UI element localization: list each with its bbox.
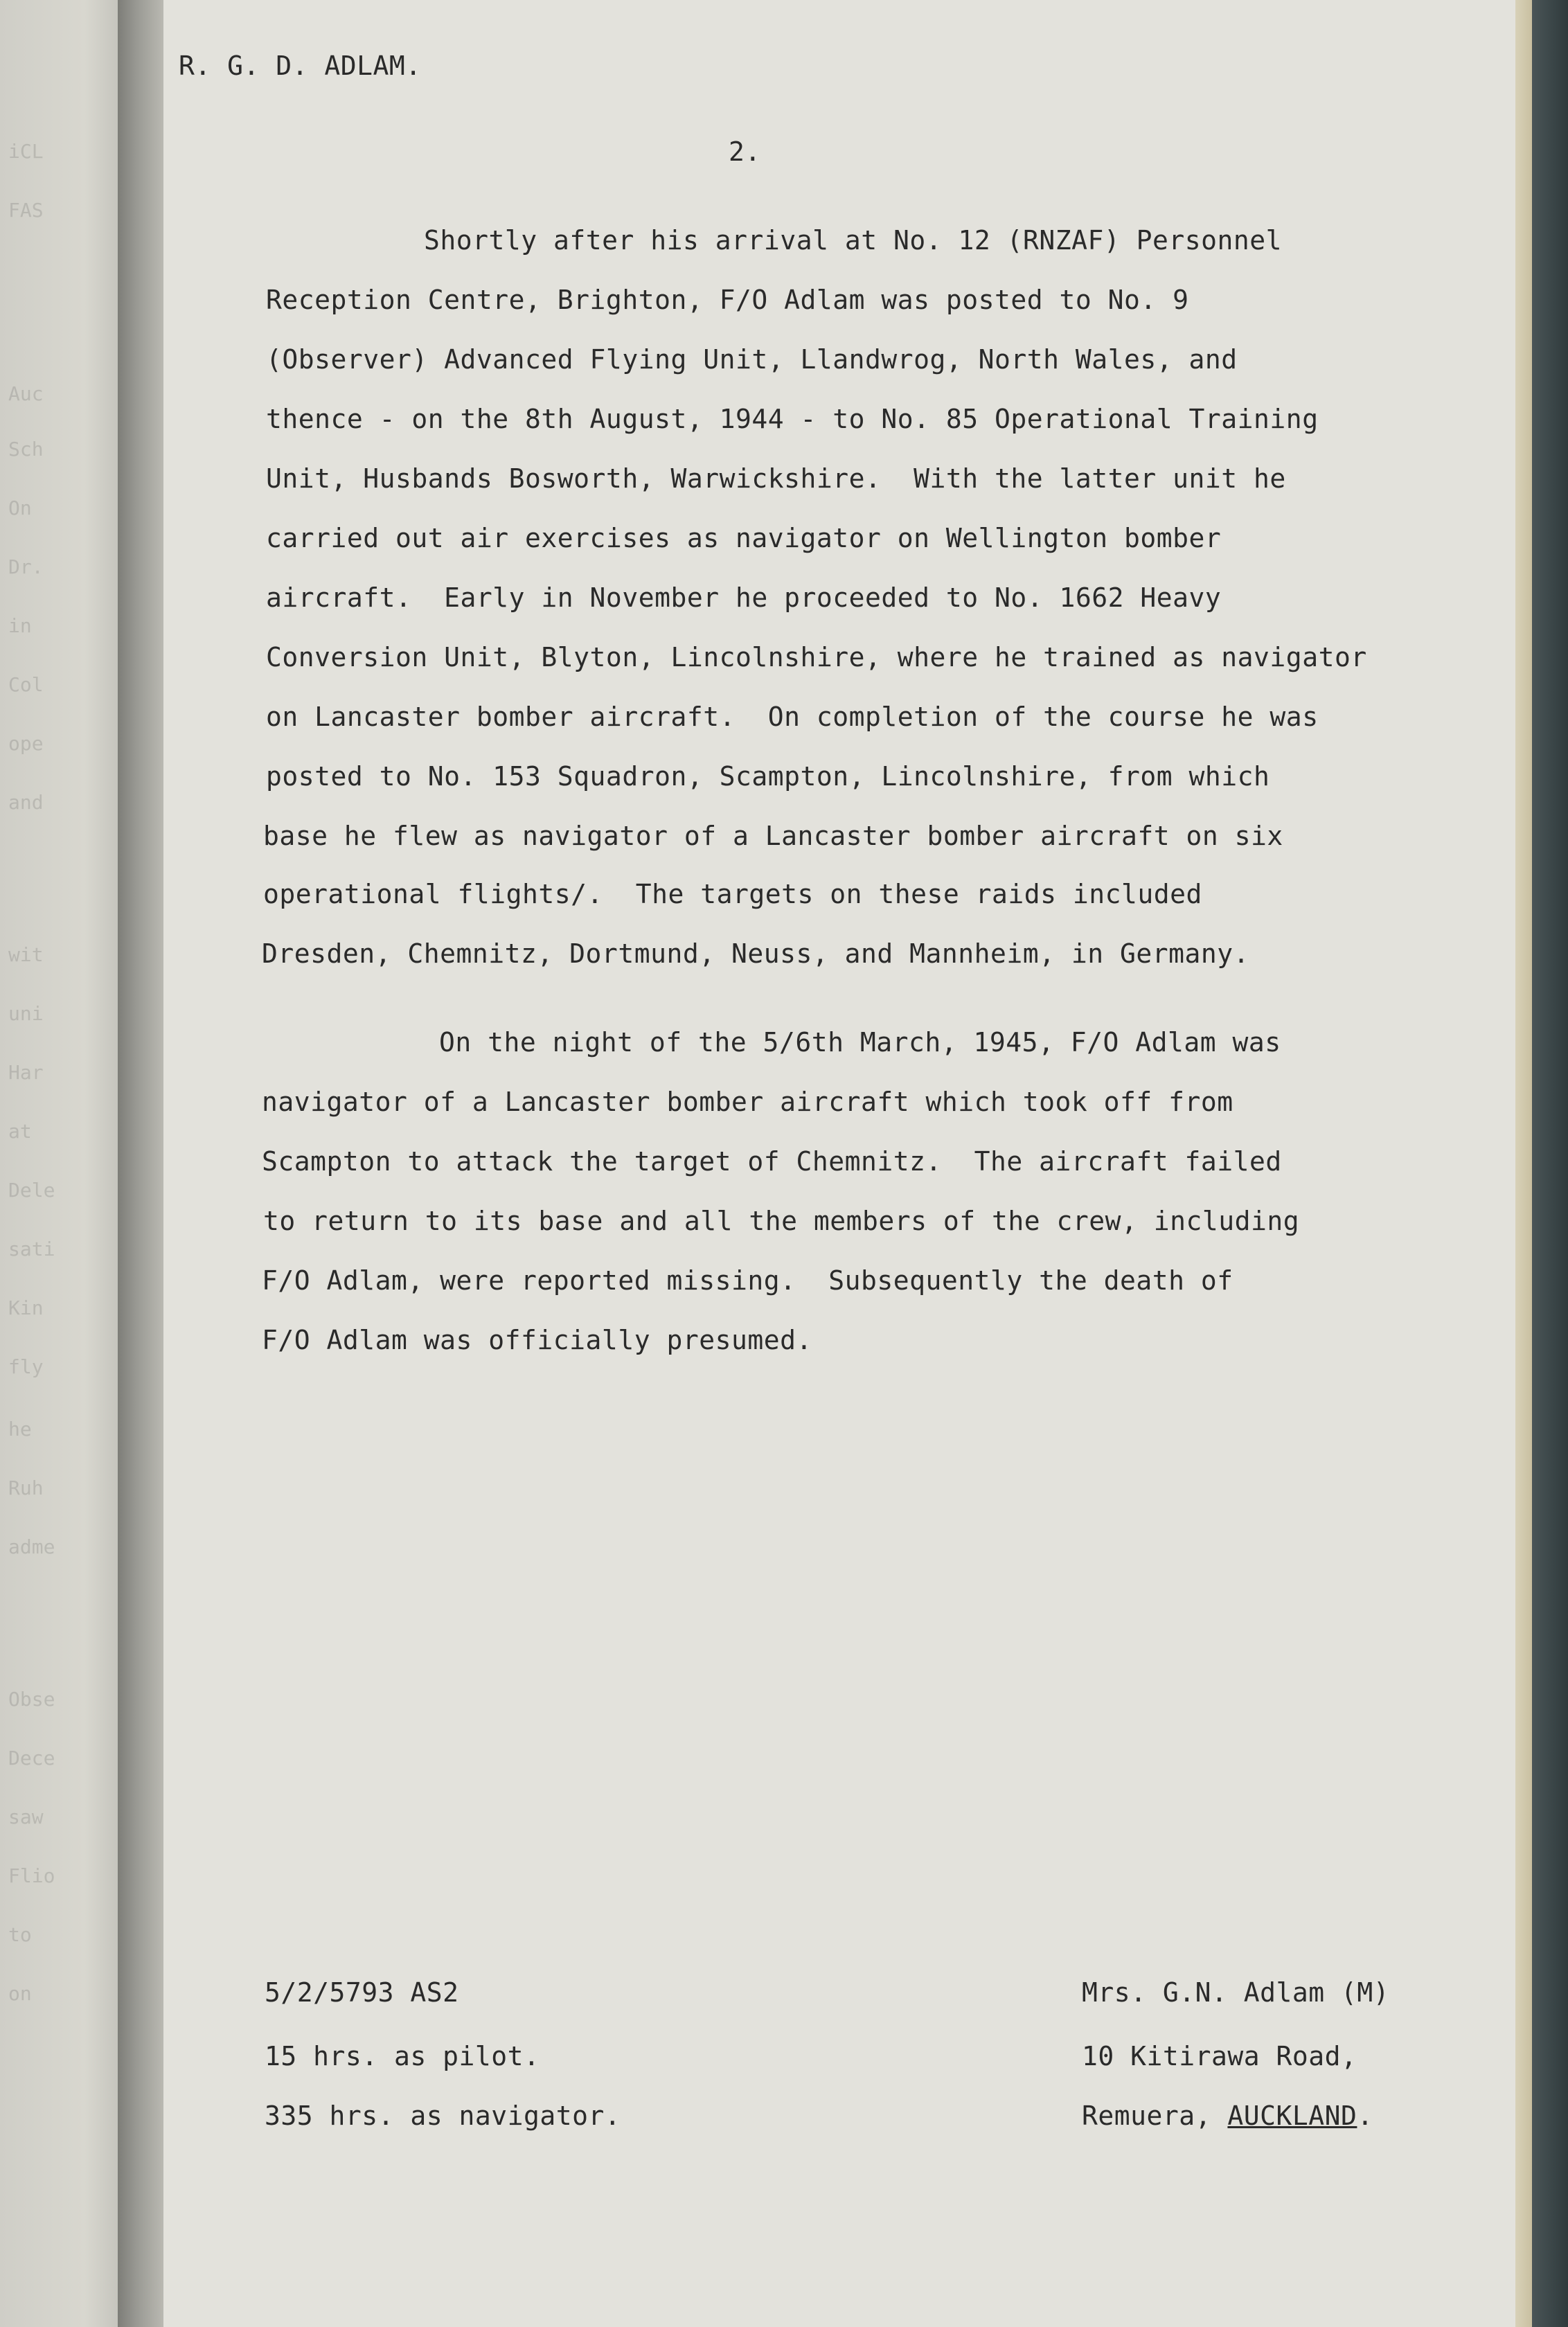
facing-page-fragment: at: [8, 1120, 32, 1143]
facing-page-fragment: Dele: [8, 1179, 55, 1202]
facing-page-fragment: uni: [8, 1002, 44, 1025]
body-line: (Observer) Advanced Flying Unit, Llandwrog, North Wales, and: [266, 344, 1238, 375]
book-gutter: [118, 0, 166, 2327]
body-line: on Lancaster bomber aircraft. On completion of the course he was: [266, 702, 1319, 732]
facing-page-fragment: wit: [8, 943, 44, 966]
body-line: Dresden, Chemnitz, Dortmund, Neuss, and Mannheim, in Germany.: [262, 938, 1250, 969]
facing-page-fragment: Dece: [8, 1747, 55, 1769]
body-line: posted to No. 153 Squadron, Scampton, Lincolnshire, from which: [266, 761, 1270, 792]
facing-page: [0, 0, 121, 2327]
facing-page-fragment: adme: [8, 1535, 55, 1558]
body-line: Unit, Husbands Bosworth, Warwickshire. With the latter unit he: [266, 463, 1286, 494]
body-line: On the night of the 5/6th March, 1945, F/O Adlam was: [439, 1027, 1281, 1058]
service-member-name: R. G. D. ADLAM.: [179, 51, 422, 81]
address-period: .: [1357, 2101, 1373, 2131]
next-of-kin-street: 10 Kitirawa Road,: [1082, 2041, 1357, 2071]
suburb: Remuera,: [1082, 2101, 1228, 2131]
file-reference: 5/2/5793 AS2: [265, 1977, 459, 2008]
facing-page-fragment: iCL: [8, 140, 44, 163]
facing-page-fragment: Obse: [8, 1688, 55, 1711]
body-line: thence - on the 8th August, 1944 - to No. 85 Operational Training: [266, 404, 1319, 434]
city: AUCKLAND: [1227, 2101, 1357, 2131]
page-number: 2.: [729, 136, 761, 167]
pilot-hours: 15 hrs. as pilot.: [265, 2041, 540, 2071]
navigator-hours: 335 hrs. as navigator.: [265, 2101, 621, 2131]
facing-page-fragment: ope: [8, 732, 44, 755]
facing-page-fragment: Kin: [8, 1296, 44, 1319]
facing-page-fragment: Dr.: [8, 555, 44, 578]
body-line: Conversion Unit, Blyton, Lincolnshire, where he trained as navigator: [266, 642, 1367, 672]
facing-page-fragment: saw: [8, 1806, 44, 1828]
facing-page-fragment: On: [8, 497, 32, 519]
facing-page-fragment: Sch: [8, 438, 44, 461]
facing-page-fragment: Col: [8, 673, 44, 696]
facing-page-fragment: sati: [8, 1238, 55, 1260]
body-line: carried out air exercises as navigator on Wellington bomber: [266, 523, 1222, 553]
body-line: F/O Adlam, were reported missing. Subsequently the death of: [262, 1265, 1233, 1296]
next-of-kin-locality: [1082, 2103, 1373, 2129]
facing-page-fragment: to: [8, 1923, 32, 1946]
facing-page-fragment: Auc: [8, 382, 44, 405]
body-line: Reception Centre, Brighton, F/O Adlam was posted to No. 9: [266, 285, 1189, 315]
facing-page-fragment: Flio: [8, 1864, 55, 1887]
body-line: to return to its base and all the members of the crew, including: [263, 1206, 1300, 1236]
next-of-kin-name: Mrs. G.N. Adlam (M): [1082, 1977, 1390, 2008]
facing-page-fragment: he: [8, 1418, 32, 1441]
page-edges: [1515, 0, 1532, 2327]
body-line: Scampton to attack the target of Chemnitz. The aircraft failed: [262, 1146, 1282, 1177]
body-line: navigator of a Lancaster bomber aircraft which took off from: [262, 1087, 1233, 1117]
body-line: Shortly after his arrival at No. 12 (RNZAF) Personnel: [424, 225, 1283, 256]
facing-page-fragment: Har: [8, 1061, 44, 1084]
body-line: F/O Adlam was officially presumed.: [262, 1325, 812, 1355]
body-line: base he flew as navigator of a Lancaster bomber aircraft on six: [263, 821, 1283, 851]
body-line: aircraft. Early in November he proceeded to No. 1662 Heavy: [266, 582, 1222, 613]
facing-page-fragment: in: [8, 614, 32, 637]
body-line: operational flights/. The targets on these raids included: [263, 879, 1202, 909]
facing-page-fragment: on: [8, 1982, 32, 2005]
facing-page-fragment: Ruh: [8, 1477, 44, 1499]
facing-page-fragment: fly: [8, 1355, 44, 1378]
facing-page-fragment: FAS: [8, 199, 44, 222]
book-cover: [1532, 0, 1568, 2327]
facing-page-fragment: and: [8, 791, 44, 814]
